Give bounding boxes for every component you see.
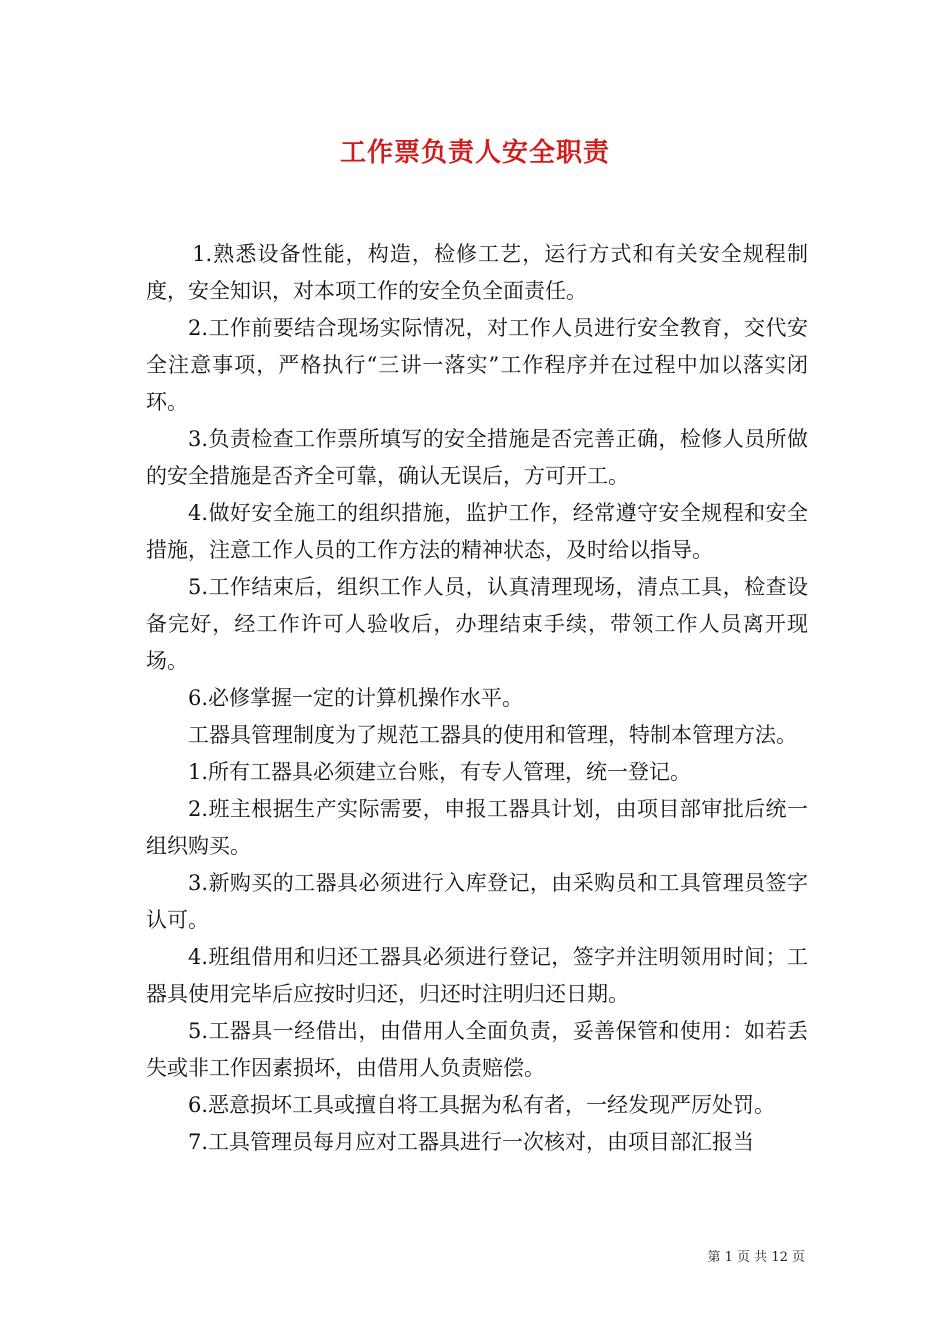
document-body [146,236,808,1161]
paragraph-tool-3: 3.新购买的工器具必须进行入库登记，由采购员和工具管理员签字认可。 [146,871,808,932]
document-title: 工作票负责人安全职责 [339,138,610,168]
paragraph-duty-5: 5.工作结束后，组织工作人员，认真清理现场，清点工具，检查设备完好，经工作许可人验收后，办理结束手续，带领工作人员离开现场。 [146,575,808,673]
paragraph-duty-2: 2.工作前要结合现场实际情况，对工作人员进行安全教育，交代安全注意事项，严格执行“三讲一落实”工作程序并在过程中加以落实闭环。 [146,316,808,414]
paragraph-tool-1: 1.所有工器具必须建立台账，有专人管理，统一登记。 [188,760,692,784]
paragraph-duty-1: 1.熟悉设备性能，构造，检修工艺，运行方式和有关安全规程制度，安全知识，对本项工作的安全负全面责任。 [146,242,808,303]
paragraph-tool-2: 2.班主根据生产实际需要，申报工器具计划，由项目部审批后统一组织购买。 [146,797,808,858]
paragraph-duty-3: 3.负责检查工作票所填写的安全措施是否完善正确，检修人员所做的安全措施是否齐全可靠，确认无误后，方可开工。 [146,427,808,488]
page-number-footer: 第 1 页 共 12 页 [707,1250,805,1265]
paragraph-duty-4: 4.做好安全施工的组织措施，监护工作，经常遵守安全规程和安全措施，注意工作人员的工作方法的精神状态，及时给以指导。 [146,501,808,562]
paragraph-tool-4: 4.班组借用和归还工器具必须进行登记，签字并注明领用时间；工器具使用完毕后应按时归还，归还时注明归还日期。 [146,945,808,1006]
paragraph-tool-6: 6.恶意损坏工具或擅自将工具据为私有者，一经发现严厉处罚。 [188,1093,776,1117]
paragraph-tool-5: 5.工器具一经借出，由借用人全面负责，妥善保管和使用：如若丢失或非工作因素损坏，由借用人负责赔偿。 [146,1019,808,1080]
paragraph-tool-7: 7.工具管理员每月应对工器具进行一次核对，由项目部汇报当 [188,1130,755,1154]
paragraph-duty-6: 6.必修掌握一定的计算机操作水平。 [188,686,524,710]
paragraph-tool-intro: 工器具管理制度为了规范工器具的使用和管理，特制本管理方法。 [188,723,797,747]
